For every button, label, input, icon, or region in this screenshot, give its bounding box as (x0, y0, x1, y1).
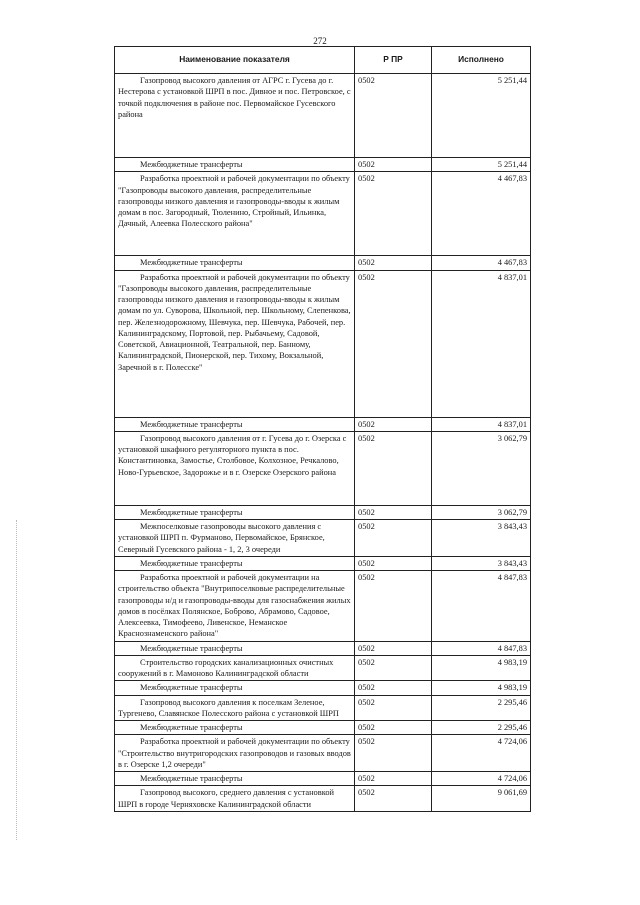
row-value: 9 061,69 (432, 786, 531, 812)
row-name: Газопровод высокого, среднего давления с установкой ШРП в городе Черняховске Калининградской области (115, 786, 355, 812)
row-name: Газопровод высокого давления от АГРС г. Гусева до г. Нестерова с установкой ШРП в пос. Дивное и пос. Петровское, с точкой подключения в районе пос. Первомайское Гусевского района (115, 74, 355, 158)
row-value: 4 467,83 (432, 256, 531, 270)
row-value: 4 837,01 (432, 270, 531, 417)
column-header-name: Наименование показателя (115, 47, 355, 74)
row-code: 0502 (355, 158, 432, 172)
row-code: 0502 (355, 571, 432, 642)
column-header-code: Р ПР (355, 47, 432, 74)
row-code: 0502 (355, 772, 432, 786)
scan-margin-marks (16, 520, 23, 840)
row-code: 0502 (355, 735, 432, 772)
row-value: 3 062,79 (432, 505, 531, 519)
row-code: 0502 (355, 695, 432, 721)
row-name: Межпоселковые газопроводы высокого давления с установкой ШРП п. Фурманово, Первомайское, Брянское, Северный Гусевского района - 1, 2, 3 очереди (115, 520, 355, 557)
table-header-row (115, 47, 531, 74)
row-name: Межбюджетные трансферты (115, 721, 355, 735)
table-row (115, 74, 531, 158)
table-row (115, 505, 531, 519)
row-value: 5 251,44 (432, 74, 531, 158)
table-row (115, 172, 531, 256)
table-row (115, 431, 531, 505)
row-value: 5 251,44 (432, 158, 531, 172)
row-code: 0502 (355, 270, 432, 417)
row-name: Межбюджетные трансферты (115, 641, 355, 655)
row-code: 0502 (355, 721, 432, 735)
row-name: Межбюджетные трансферты (115, 256, 355, 270)
row-name: Газопровод высокого давления к поселкам Зеленое, Тургенево, Славянское Полесского района с установкой ШРП (115, 695, 355, 721)
table-row (115, 571, 531, 642)
row-code: 0502 (355, 655, 432, 681)
budget-execution-table (114, 46, 531, 812)
table-row (115, 270, 531, 417)
row-name: Межбюджетные трансферты (115, 505, 355, 519)
row-name: Межбюджетные трансферты (115, 158, 355, 172)
row-name: Строительство городских канализационных очистных сооружений в г. Мамоново Калининградской области (115, 655, 355, 681)
row-value: 4 724,06 (432, 735, 531, 772)
row-code: 0502 (355, 417, 432, 431)
table-row (115, 772, 531, 786)
row-value: 4 983,19 (432, 681, 531, 695)
row-name: Разработка проектной и рабочей документации на строительство объекта "Внутрипоселковые распределительные газопроводы н/д и газопроводы-вводы для газоснабжения жилых домов в посёлках Полянское, Боброво, Абрамово, Садовое, Алексеевка, Тимофеево, Ливенское, Неманское Краснознаменского района" (115, 571, 355, 642)
row-code: 0502 (355, 74, 432, 158)
table-row (115, 786, 531, 812)
table-row (115, 681, 531, 695)
row-value: 2 295,46 (432, 721, 531, 735)
row-code: 0502 (355, 172, 432, 256)
table-row (115, 158, 531, 172)
row-value: 3 843,43 (432, 520, 531, 557)
row-value: 3 843,43 (432, 556, 531, 570)
table-row (115, 695, 531, 721)
row-code: 0502 (355, 256, 432, 270)
row-name: Межбюджетные трансферты (115, 556, 355, 570)
row-code: 0502 (355, 786, 432, 812)
table-row (115, 520, 531, 557)
row-value: 4 847,83 (432, 571, 531, 642)
row-code: 0502 (355, 505, 432, 519)
row-value: 4 983,19 (432, 655, 531, 681)
page-number: 272 (313, 36, 327, 46)
row-name: Газопровод высокого давления от г. Гусева до г. Озерска с установкой шкафного регуляторного пункта в пос. Константиновка, Замостье, Столбовое, Колхозное, Речкалово, Ново-Гурьевское, Задорожье и в г. Озерске Озерского района (115, 431, 355, 505)
row-value: 4 847,83 (432, 641, 531, 655)
row-name: Межбюджетные трансферты (115, 417, 355, 431)
table-row (115, 417, 531, 431)
row-name: Разработка проектной и рабочей документации по объекту "Строительство внутригородских газопроводов и газовых вводов в г. Озерске 1,2 очереди" (115, 735, 355, 772)
table-row (115, 735, 531, 772)
row-code: 0502 (355, 556, 432, 570)
row-code: 0502 (355, 520, 432, 557)
row-code: 0502 (355, 681, 432, 695)
row-name: Разработка проектной и рабочей документации по объекту "Газопроводы высокого давления, распределительные газопроводы низкого давления и газопроводы-вводы к жилым домам в пос. Загородный, Тюленино, Стройный, Ильинка, Дачный, Алеевка Полесского района" (115, 172, 355, 256)
row-name: Разработка проектной и рабочей документации по объекту "Газопроводы высокого давления, распределительные газопроводы низкого давления и газопроводы-вводы к жилым домам по ул. Суворова, Школьной, пер. Школьному, Слепенкова, пер. Железнодорожному, Шевчука, пер. Шевчука, Рабочей, пер. Калининградскому, Портовой, пер. Рыбачьему, Садовой, Советской, Авиационной, Театральной, пер. Банному, Калининградской, Пионерской, пер. Тихому, Вокзальной, Заречной в г. Полесске" (115, 270, 355, 417)
row-name: Межбюджетные трансферты (115, 772, 355, 786)
column-header-executed: Исполнено (432, 47, 531, 74)
row-value: 4 724,06 (432, 772, 531, 786)
row-value: 4 837,01 (432, 417, 531, 431)
row-code: 0502 (355, 641, 432, 655)
row-value: 4 467,83 (432, 172, 531, 256)
table-row (115, 655, 531, 681)
table-row (115, 556, 531, 570)
row-value: 3 062,79 (432, 431, 531, 505)
table-row (115, 721, 531, 735)
table-row (115, 256, 531, 270)
table-row (115, 641, 531, 655)
row-name: Межбюджетные трансферты (115, 681, 355, 695)
row-code: 0502 (355, 431, 432, 505)
row-value: 2 295,46 (432, 695, 531, 721)
